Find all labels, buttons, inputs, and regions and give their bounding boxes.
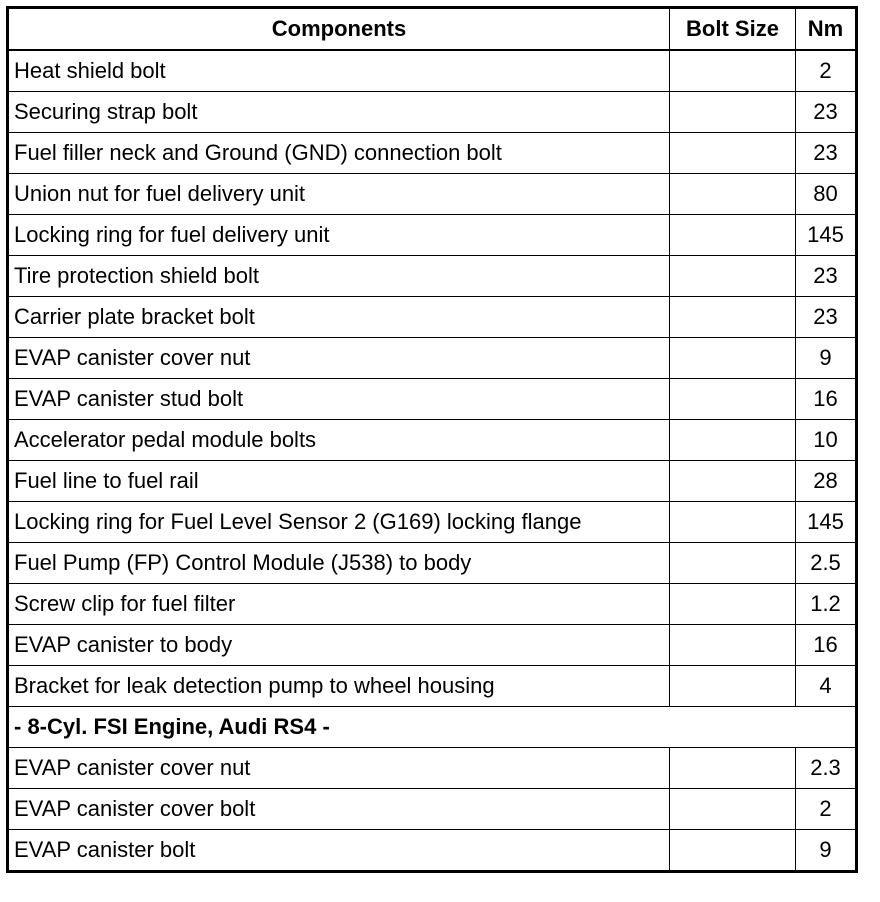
- component-cell: EVAP canister cover bolt: [8, 789, 670, 830]
- table-row: [8, 666, 857, 707]
- bolt-size-cell: [670, 92, 796, 133]
- nm-cell: 2.5: [796, 543, 857, 584]
- bolt-size-cell: [670, 461, 796, 502]
- torque-spec-table: [6, 6, 858, 873]
- component-cell: Bracket for leak detection pump to wheel housing: [8, 666, 670, 707]
- nm-cell: 145: [796, 502, 857, 543]
- component-cell: Securing strap bolt: [8, 92, 670, 133]
- bolt-size-cell: [670, 215, 796, 256]
- table-row: [8, 625, 857, 666]
- bolt-size-cell: [670, 338, 796, 379]
- nm-cell: 23: [796, 92, 857, 133]
- bolt-size-cell: [670, 50, 796, 92]
- bolt-size-cell: [670, 584, 796, 625]
- header-nm: Nm: [796, 8, 857, 51]
- table-row: [8, 379, 857, 420]
- component-cell: Fuel Pump (FP) Control Module (J538) to body: [8, 543, 670, 584]
- bolt-size-cell: [670, 625, 796, 666]
- table-row: [8, 92, 857, 133]
- bolt-size-cell: [670, 420, 796, 461]
- section-header-row: [8, 707, 857, 748]
- table-row: [8, 174, 857, 215]
- table-row: [8, 215, 857, 256]
- table-row: [8, 297, 857, 338]
- component-cell: Fuel filler neck and Ground (GND) connection bolt: [8, 133, 670, 174]
- component-cell: Union nut for fuel delivery unit: [8, 174, 670, 215]
- nm-cell: 2.3: [796, 748, 857, 789]
- nm-cell: 23: [796, 297, 857, 338]
- bolt-size-cell: [670, 297, 796, 338]
- table-row: [8, 338, 857, 379]
- section-title: - 8-Cyl. FSI Engine, Audi RS4 -: [8, 707, 857, 748]
- table-row: [8, 133, 857, 174]
- nm-cell: 9: [796, 338, 857, 379]
- bolt-size-cell: [670, 543, 796, 584]
- component-cell: Tire protection shield bolt: [8, 256, 670, 297]
- component-cell: Fuel line to fuel rail: [8, 461, 670, 502]
- component-cell: Locking ring for Fuel Level Sensor 2 (G169) locking flange: [8, 502, 670, 543]
- table-row: [8, 543, 857, 584]
- table-row: [8, 50, 857, 92]
- bolt-size-cell: [670, 174, 796, 215]
- nm-cell: 2: [796, 50, 857, 92]
- nm-cell: 23: [796, 256, 857, 297]
- nm-cell: 10: [796, 420, 857, 461]
- bolt-size-cell: [670, 748, 796, 789]
- bolt-size-cell: [670, 256, 796, 297]
- table-row: [8, 256, 857, 297]
- bolt-size-cell: [670, 379, 796, 420]
- table-row: [8, 461, 857, 502]
- header-components: Components: [8, 8, 670, 51]
- component-cell: Accelerator pedal module bolts: [8, 420, 670, 461]
- component-cell: EVAP canister cover nut: [8, 338, 670, 379]
- component-cell: Carrier plate bracket bolt: [8, 297, 670, 338]
- bolt-size-cell: [670, 789, 796, 830]
- component-cell: EVAP canister to body: [8, 625, 670, 666]
- component-cell: EVAP canister cover nut: [8, 748, 670, 789]
- component-cell: EVAP canister stud bolt: [8, 379, 670, 420]
- nm-cell: 2: [796, 789, 857, 830]
- header-bolt-size: Bolt Size: [670, 8, 796, 51]
- nm-cell: 4: [796, 666, 857, 707]
- nm-cell: 23: [796, 133, 857, 174]
- nm-cell: 16: [796, 625, 857, 666]
- component-cell: Heat shield bolt: [8, 50, 670, 92]
- bolt-size-cell: [670, 133, 796, 174]
- table-row: [8, 420, 857, 461]
- nm-cell: 145: [796, 215, 857, 256]
- bolt-size-cell: [670, 666, 796, 707]
- nm-cell: 28: [796, 461, 857, 502]
- nm-cell: 80: [796, 174, 857, 215]
- bolt-size-cell: [670, 502, 796, 543]
- table-row: [8, 502, 857, 543]
- nm-cell: 9: [796, 830, 857, 872]
- table-row: [8, 789, 857, 830]
- bolt-size-cell: [670, 830, 796, 872]
- table-row: [8, 584, 857, 625]
- nm-cell: 1.2: [796, 584, 857, 625]
- table-row: [8, 830, 857, 872]
- component-cell: EVAP canister bolt: [8, 830, 670, 872]
- component-cell: Screw clip for fuel filter: [8, 584, 670, 625]
- table-row: [8, 748, 857, 789]
- header-row: [8, 8, 857, 51]
- nm-cell: 16: [796, 379, 857, 420]
- component-cell: Locking ring for fuel delivery unit: [8, 215, 670, 256]
